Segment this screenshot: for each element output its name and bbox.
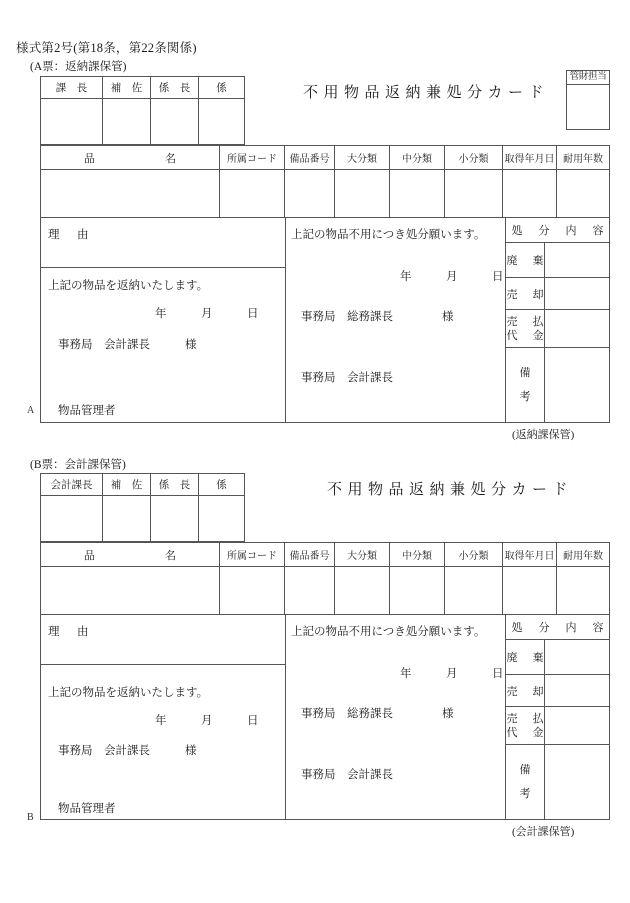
biko-line1-b: 備 [519, 764, 531, 776]
form-b-disposal-label-uriharai [506, 707, 545, 745]
form-b-item-cell-7[interactable] [557, 567, 610, 615]
form-a-disposal-addressee: 事務局 総務課長 [301, 311, 393, 323]
form-a-stamp-header-3: 係 [199, 76, 245, 99]
form-a-manager-label: 物品管理者 [58, 405, 116, 417]
form-b-slip-letter: B [27, 812, 34, 823]
form-b-disposal-label-haiki: 廃 棄 [506, 640, 545, 675]
form-a-stamp-header-0: 課 長 [40, 76, 103, 99]
form-a-kanzai-box [566, 70, 610, 130]
form-a-return-honorific: 様 [185, 339, 197, 351]
form-a-item-header-4: 中分類 [390, 145, 445, 170]
form-b-item-cell-3[interactable] [335, 567, 390, 615]
form-a-stamp-cell-3[interactable] [199, 99, 245, 145]
form-b-item-header-4: 中分類 [390, 542, 445, 567]
form-a-disposal-content-header: 処 分 内 容 [506, 218, 610, 243]
form-a-disposal-value-biko[interactable] [545, 348, 610, 423]
form-a-disposal-value-uriharai[interactable] [545, 310, 610, 348]
form-a-return-addressee: 事務局 会計課長 [58, 339, 150, 351]
form-a-return-date-line: 年 月 日 [155, 308, 259, 320]
kanzai-label: 管財担当 [567, 71, 609, 85]
form-b-item-header-7: 耐用年数 [557, 542, 610, 567]
form-a-stamp-header-1: 補 佐 [103, 76, 151, 99]
form-b-disposal-value-biko[interactable] [545, 745, 610, 820]
form-a-disposal-second-office: 事務局 会計課長 [301, 372, 393, 384]
form-a-stamp-cell-2[interactable] [151, 99, 199, 145]
biko-line1: 備 [519, 367, 531, 379]
form-b-stamp-header-2: 係 長 [151, 473, 199, 496]
uriharai-line1-b: 売 払 [506, 712, 546, 725]
form-b-reason-label: 理 由 [48, 626, 92, 638]
kanzai-entry-area[interactable] [567, 85, 609, 143]
form-a-item-header-3: 大分類 [335, 145, 390, 170]
form-b-stamp-cell-0[interactable] [40, 496, 103, 542]
form-b-disposal-label-biko [506, 745, 545, 820]
form-a-return-statement: 上記の物品を返納いたします。 [48, 280, 209, 292]
form-number-heading: 様式第2号(第18条，第22条関係) [16, 41, 197, 55]
form-b-item-cell-6[interactable] [503, 567, 557, 615]
form-a-item-header-2: 備品番号 [285, 145, 335, 170]
form-b-item-header-2: 備品番号 [285, 542, 335, 567]
form-b-return-addressee: 事務局 会計課長 [58, 745, 150, 757]
form-b-manager-label: 物品管理者 [58, 803, 116, 815]
form-a-disposal-label-baikyaku: 売 却 [506, 278, 545, 310]
form-a-stamp-header-2: 係 長 [151, 76, 199, 99]
form-a-item-header-7: 耐用年数 [557, 145, 610, 170]
form-a-stamp-cell-0[interactable] [40, 99, 103, 145]
form-a-disposal-label-uriharai [506, 310, 545, 348]
form-b-stamp-header-0: 会計課長 [40, 473, 103, 496]
form-b-disposal-honorific: 様 [442, 708, 454, 720]
uriharai-line2-b: 代 金 [506, 726, 546, 739]
form-a-item-cell-4[interactable] [390, 170, 445, 218]
form-b-card-title: 不用物品返納兼処分カード [327, 482, 574, 498]
form-b-disposal-value-uriharai[interactable] [545, 707, 610, 745]
form-b-disposal-value-baikyaku[interactable] [545, 675, 610, 707]
form-a-item-cell-2[interactable] [285, 170, 335, 218]
form-a-stamp-cell-1[interactable] [103, 99, 151, 145]
form-b-item-cell-4[interactable] [390, 567, 445, 615]
form-a-item-cell-1[interactable] [220, 170, 285, 218]
form-a-disposal-honorific: 様 [442, 311, 454, 323]
form-b-item-header-5: 小分類 [445, 542, 503, 567]
form-a-item-header-1: 所属コード [220, 145, 285, 170]
form-a-footnote: (返納課保管) [512, 429, 575, 441]
form-a-item-header-6: 取得年月日 [503, 145, 557, 170]
form-b-item-cell-0[interactable] [40, 567, 220, 615]
form-a-disposal-date-line: 年 月 日 [400, 271, 504, 283]
form-b-stamp-header-1: 補 佐 [103, 473, 151, 496]
form-b-footnote: (会計課保管) [512, 826, 575, 838]
form-a-disposal-statement: 上記の物品不用につき処分願います。 [291, 229, 486, 241]
form-a-item-header-5: 小分類 [445, 145, 503, 170]
form-b-item-cell-1[interactable] [220, 567, 285, 615]
form-a-disposal-label-haiki: 廃 棄 [506, 243, 545, 278]
form-b-disposal-date-line: 年 月 日 [400, 668, 504, 680]
form-b-stamp-header-3: 係 [199, 473, 245, 496]
form-b-disposal-label-baikyaku: 売 却 [506, 675, 545, 707]
form-b-item-header-3: 大分類 [335, 542, 390, 567]
form-b-return-date-line: 年 月 日 [155, 715, 259, 727]
uriharai-line2: 代 金 [506, 329, 546, 342]
form-b-stamp-cell-3[interactable] [199, 496, 245, 542]
form-b-return-statement: 上記の物品を返納いたします。 [48, 687, 209, 699]
form-b-item-header-6: 取得年月日 [503, 542, 557, 567]
form-a-slip-letter: A [27, 405, 35, 416]
form-a-item-header-0: 品 名 [40, 145, 220, 170]
form-b-disposal-second-office: 事務局 会計課長 [301, 769, 393, 781]
uriharai-line1: 売 払 [506, 315, 546, 328]
biko-line2: 考 [519, 391, 531, 403]
form-a-item-cell-0[interactable] [40, 170, 220, 218]
biko-line2-b: 考 [519, 788, 531, 800]
form-b-item-cell-2[interactable] [285, 567, 335, 615]
form-b-disposal-addressee: 事務局 総務課長 [301, 708, 393, 720]
form-b-sub-heading: (B票：会計課保管) [30, 459, 126, 471]
form-a-disposal-label-biko [506, 348, 545, 423]
form-b-disposal-statement: 上記の物品不用につき処分願います。 [291, 626, 486, 638]
form-a-card-title: 不用物品返納兼処分カード [303, 85, 550, 101]
form-b-return-honorific: 様 [185, 745, 197, 757]
form-a-disposal-value-haiki[interactable] [545, 243, 610, 278]
form-a-reason-label: 理 由 [48, 229, 92, 241]
form-a-item-cell-3[interactable] [335, 170, 390, 218]
form-a-item-cell-6[interactable] [503, 170, 557, 218]
form-b-item-cell-5[interactable] [445, 567, 503, 615]
form-b-disposal-content-header: 処 分 内 容 [506, 615, 610, 640]
form-b-item-header-0: 品 名 [40, 542, 220, 567]
form-a-sub-heading: (A票：返納課保管) [30, 61, 127, 73]
form-b-stamp-cell-1[interactable] [103, 496, 151, 542]
form-a-item-cell-5[interactable] [445, 170, 503, 218]
form-a-item-cell-7[interactable] [557, 170, 610, 218]
form-b-disposal-value-haiki[interactable] [545, 640, 610, 675]
form-a-disposal-value-baikyaku[interactable] [545, 278, 610, 310]
form-b-stamp-cell-2[interactable] [151, 496, 199, 542]
form-b-item-header-1: 所属コード [220, 542, 285, 567]
